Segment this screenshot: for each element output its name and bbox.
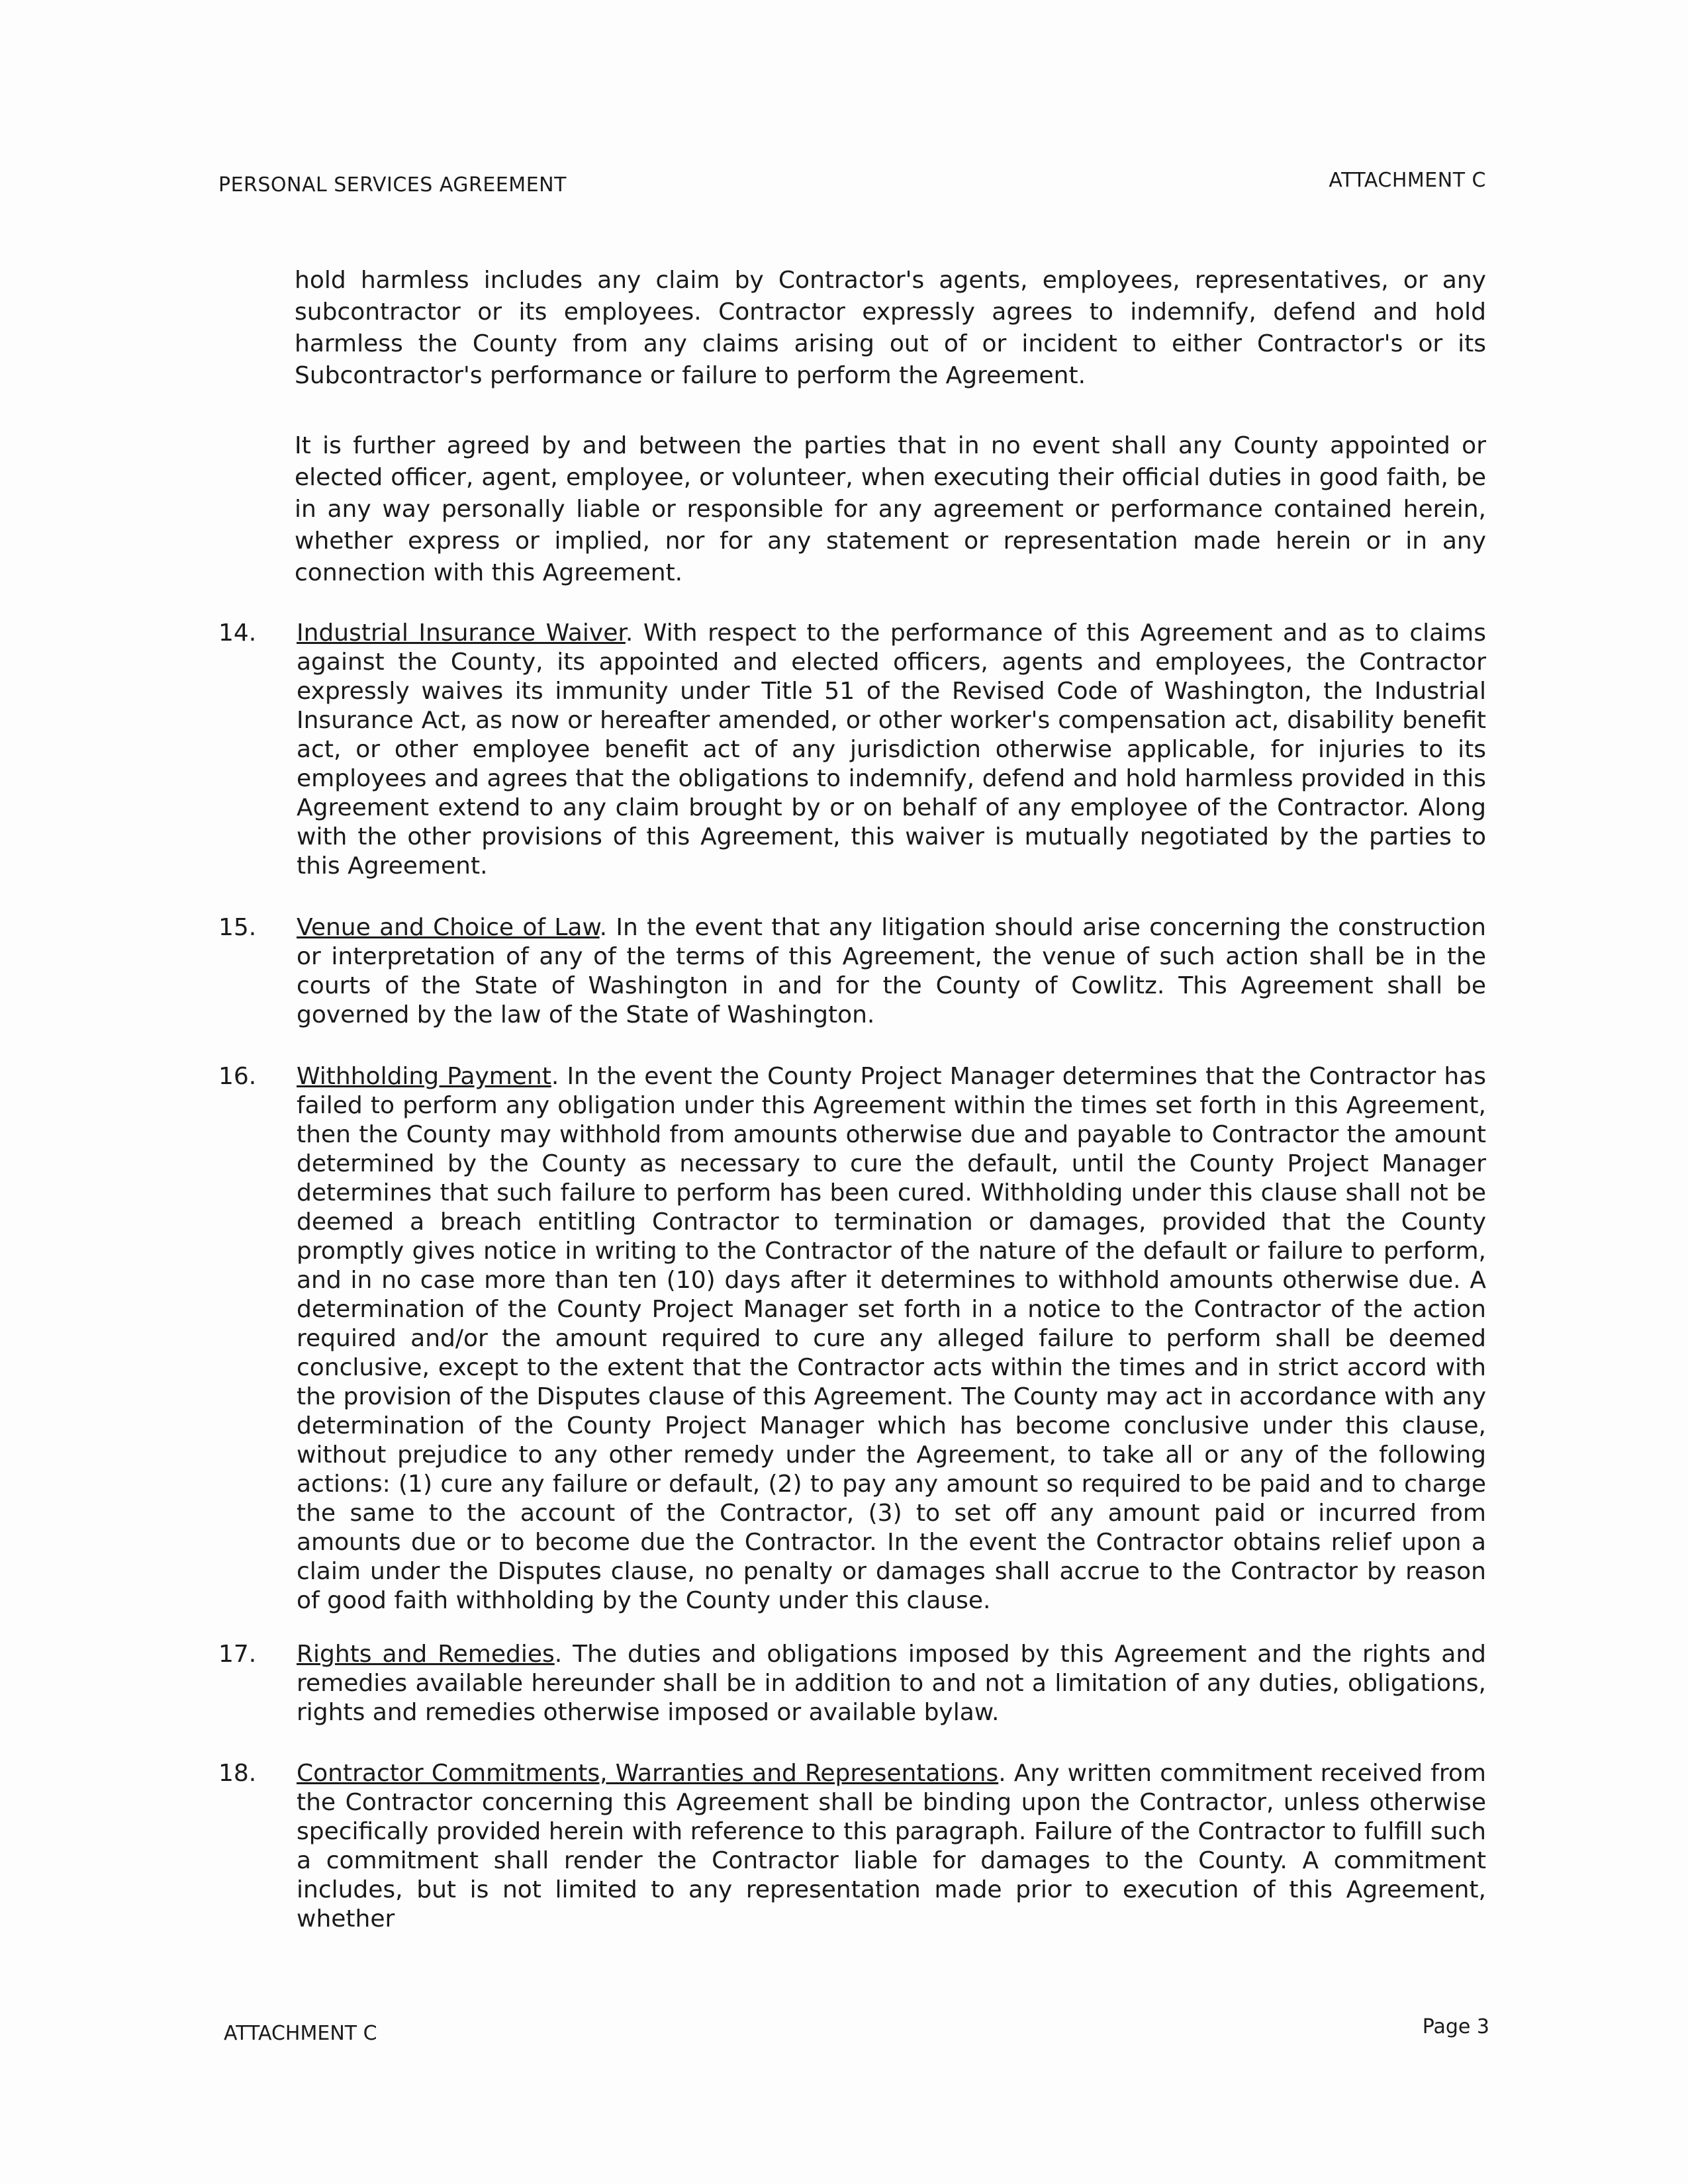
header-attachment-label: ATTACHMENT C: [1329, 169, 1486, 192]
page-number: Page 3: [1422, 2015, 1489, 2038]
section-text: . With respect to the performance of this Agreement and as to claims against the County, its appointed and elected officers, agents and employees, the Contractor expressly waives its immunity under Title 51 of the Revised Code of Washington, the Industrial Insurance Act, as now or hereafter amended, or other worker's compensation act, disability benefit act, or other employee benefit act of any jurisdiction otherwise applicable, for injuries to its employees and agrees that the obligations to indemnify, defend and hold harmless provided in this Agreement extend to any claim brought by or on behalf of any employee of the Contractor. Along with the other provisions of this Agreement, this waiver is mutually negotiated by the parties to this Agreement.: [297, 619, 1487, 880]
section-text: . In the event the County Project Manager determines that the Contractor has failed to perform any obligation under this Agreement within the times set forth in this Agreement, then the County may withhold from amounts otherwise due and payable to Contractor the amount determined by the County as necessary to cure the default, until the County Project Manager determines that such failure to perform has been cured. Withholding under this clause shall not be deemed a breach entitling Contractor to termination or damages, provided that the County promptly gives notice in writing to the Contractor of the nature of the default or failure to perform, and in no case more than ten (10) days after it determines to withhold amounts otherwise due. A determination of the County Project Manager set forth in a notice to the Contractor of the action required and/or the amount required to cure any alleged failure to perform shall be deemed conclusive, except to the extent that the Contractor acts within the times and in strict accord with the provision of the Disputes clause of this Agreement. The County may act in accordance with any determination of the County Project Manager which has become conclusive under this clause, without prejudice to any other remedy under the Agreement, to take all or any of the following actions: (1) cure any failure or default, (2) to pay any amount so required to be paid and to charge the same to the account of the Contractor, (3) to set off any amount paid or incurred from amounts due or to become due the Contractor. In the event the Contractor obtains relief upon a claim under the Disputes clause, no penalty or damages shall accrue to the Contractor by reason of good faith withholding by the County under this clause.: [297, 1063, 1487, 1614]
section-title: Venue and Choice of Law: [297, 914, 600, 941]
section-15: [218, 913, 1486, 1030]
section-content: [297, 1640, 1486, 1727]
section-text: . In the event that any litigation should arise concerning the construction or interpretation of any of the terms of this Agreement, the venue of such action shall be in the courts of the State of Washington in and for the County of Cowlitz. This Agreement shall be governed by the law of the State of Washington.: [297, 914, 1487, 1028]
section-content: [297, 619, 1486, 881]
section-text: . Any written commitment received from the Contractor concerning this Agreement shall be binding upon the Contractor, unless otherwise specifically provided herein with reference to this paragraph. Failure of the Contractor to fulfill such a commitment shall render the Contractor liable for damages to the County. A commitment includes, but is not limited to any representation made prior to execution of this Agreement, whether: [297, 1760, 1486, 1933]
section-17: [218, 1640, 1486, 1727]
section-number: 18.: [218, 1760, 257, 1787]
section-title: Industrial Insurance Waiver: [297, 619, 626, 647]
section-title: Contractor Commitments, Warranties and Representations: [297, 1760, 999, 1787]
section-number: 15.: [218, 914, 257, 941]
section-content: [297, 913, 1486, 1030]
section-16: [218, 1062, 1486, 1615]
section-18: [218, 1759, 1486, 1934]
section-14: [218, 619, 1486, 881]
section-number: 16.: [218, 1063, 257, 1090]
footer-attachment-label: ATTACHMENT C: [224, 2022, 377, 2045]
section-content: [297, 1062, 1486, 1615]
paragraph-hold-harmless: hold harmless includes any claim by Contractor's agents, employees, representatives, or any subcontractor or its employees. Contractor expressly agrees to indemnify, defend and hold harmless the County from any claims arising out of or incident to either Contractor's or its Subcontractor's performance or failure to perform the Agreement.: [295, 267, 1486, 389]
paragraph-no-personal-liability: It is further agreed by and between the parties that in no event shall any County appointed or elected officer, agent, employee, or volunteer, when executing their official duties in good faith, be in any way personally liable or responsible for any agreement or performance contained herein, whether express or implied, nor for any statement or representation made herein or in any connection with this Agreement.: [295, 432, 1486, 586]
section-title: Withholding Payment: [297, 1063, 551, 1090]
section-title: Rights and Remedies: [297, 1641, 555, 1668]
section-number: 14.: [218, 619, 257, 647]
section-text: . The duties and obligations imposed by this Agreement and the rights and remedies available hereunder shall be in addition to and not a limitation of any duties, obligations, rights and remedies otherwise imposed or available bylaw.: [297, 1641, 1486, 1726]
section-content: [297, 1759, 1486, 1934]
header-title: PERSONAL SERVICES AGREEMENT: [218, 173, 567, 197]
section-number: 17.: [218, 1641, 257, 1668]
